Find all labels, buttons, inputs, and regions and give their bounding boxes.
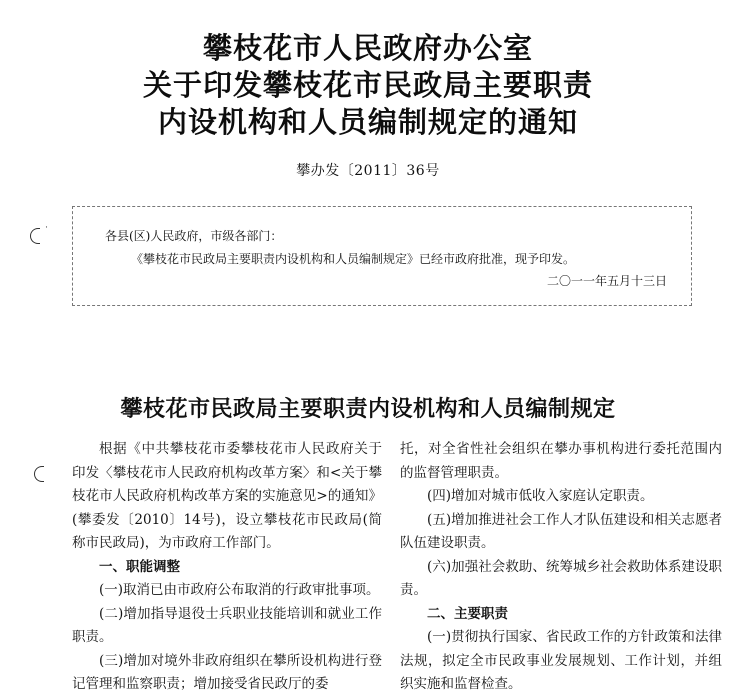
title-line-3: 内设机构和人员编制规定的通知 <box>157 105 578 139</box>
binding-hole-icon <box>30 228 40 244</box>
title-line-1: 攀枝花市人民政府办公室 <box>202 31 533 65</box>
binding-hole-icon <box>34 466 44 482</box>
section-heading: 一、职能调整 <box>99 558 180 575</box>
notice-title <box>0 30 736 141</box>
regulation-title: 攀枝花市民政局主要职责内设机构和人员编制规定 <box>120 397 616 422</box>
notice-addressee: 各县(区)人民政府，市级各部门： <box>105 229 283 243</box>
notice-body: 《攀枝花市民政局主要职责内设机构和人员编制规定》已经市政府批准，现予印发。 <box>131 252 576 266</box>
list-item: (二)增加指导退役士兵职业技能培训和就业工作职责。 <box>72 605 382 645</box>
binding-mark-icon: ˙ <box>44 226 49 237</box>
list-item: (六)加强社会救助、统筹城乡社会救助体系建设职责。 <box>400 558 722 598</box>
title-line-2: 关于印发攀枝花市民政局主要职责 <box>142 68 593 102</box>
list-item: (三)增加对境外非政府组织在攀所设机构进行登记管理和监察职责；增加接受省民政厅的委 <box>72 652 382 692</box>
section-heading: 二、主要职责 <box>427 605 508 622</box>
list-item: (四)增加对城市低收入家庭认定职责。 <box>427 488 654 504</box>
notice-date: 二〇一一年五月十三日 <box>546 274 667 288</box>
notice-box <box>72 206 692 306</box>
intro-paragraph: 根据《中共攀枝花市委攀枝花市人民政府关于印发〈攀枝花市人民政府机构改革方案〉和<关于攀枝花市人民政府机构改革方案的实施意见>的通知》(攀委发〔2010〕14号)，设立攀枝花市民政局(简称市民政局)，为市政府工作部门。 <box>72 441 382 551</box>
document-number: 攀办发〔2011〕36号 <box>296 163 440 179</box>
list-item: (一)取消已由市政府公布取消的行政审批事项。 <box>99 582 380 598</box>
list-item: (一)贯彻执行国家、省民政工作的方针政策和法律法规，拟定全市民政事业发展规划、工作计划，并组织实施和监督检查。 <box>400 629 722 692</box>
list-item: (五)增加推进社会工作人才队伍建设和相关志愿者队伍建设职责。 <box>400 511 722 551</box>
left-column <box>72 438 382 697</box>
list-item-continued: 托，对全省性社会组织在攀办事机构进行委托范围内的监督管理职责。 <box>400 441 722 481</box>
right-column <box>400 438 722 697</box>
